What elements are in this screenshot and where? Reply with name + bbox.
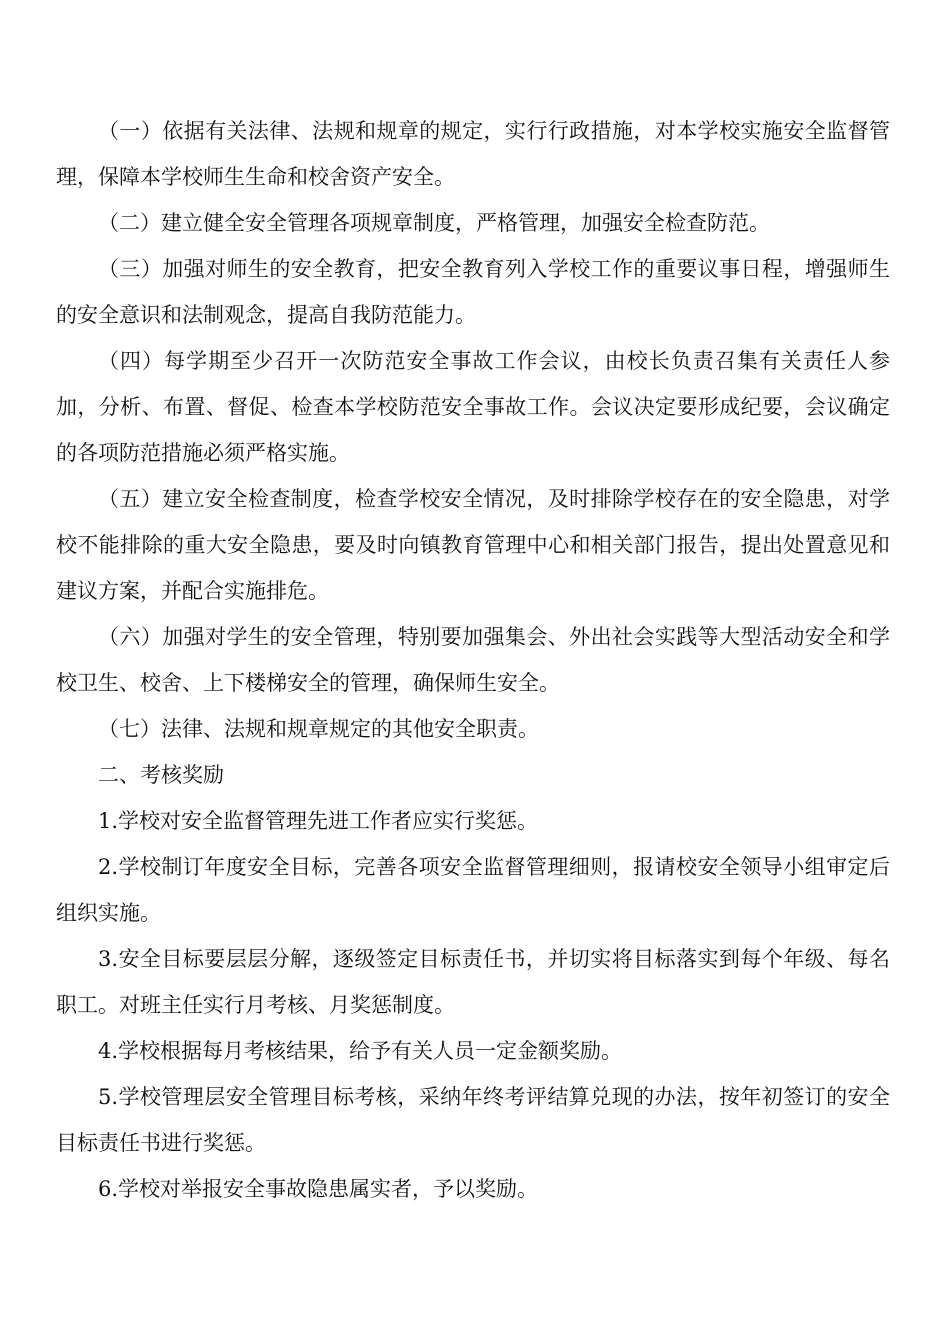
paragraph-duty-6: （六）加强对学生的安全管理，特别要加强集会、外出社会实践等大型活动安全和学校卫生、校舍、上下楼梯安全的管理，确保师生安全。 xyxy=(56,625,890,695)
paragraph-duty-1: （一）依据有关法律、法规和规章的规定，实行行政措施，对本学校实施安全监督管理，保障本学校师生生命和校舍资产安全。 xyxy=(56,119,890,189)
paragraph-duty-5: （五）建立安全检查制度，检查学校安全情况，及时排除学校存在的安全隐患，对学校不能排除的重大安全隐患，要及时向镇教育管理中心和相关部门报告，提出处置意见和建议方案，并配合实施排危。 xyxy=(56,487,890,603)
paragraph-reward-5: 5.学校管理层安全管理目标考核，采纳年终考评结算兑现的办法，按年初签订的安全目标责任书进行奖惩。 xyxy=(56,1085,890,1155)
section-heading-rewards: 二、考核奖励 xyxy=(98,763,224,787)
paragraph-reward-6: 6.学校对举报安全事故隐患属实者，予以奖励。 xyxy=(98,1177,539,1201)
paragraph-reward-2: 2.学校制订年度安全目标，完善各项安全监督管理细则，报请校安全领导小组审定后组织实施。 xyxy=(56,855,890,925)
paragraph-reward-1: 1.学校对安全监督管理先进工作者应实行奖惩。 xyxy=(98,809,539,833)
paragraph-reward-3: 3.安全目标要层层分解，逐级签定目标责任书，并切实将目标落实到每个年级、每名职工。对班主任实行月考核、月奖惩制度。 xyxy=(56,947,890,1017)
paragraph-duty-7: （七）法律、法规和规章规定的其他安全职责。 xyxy=(98,717,539,741)
paragraph-duty-2: （二）建立健全安全管理各项规章制度，严格管理，加强安全检查防范。 xyxy=(98,211,770,235)
paragraph-reward-4: 4.学校根据每月考核结果，给予有关人员一定金额奖励。 xyxy=(98,1039,623,1063)
document-body xyxy=(56,108,890,1212)
paragraph-duty-4: （四）每学期至少召开一次防范安全事故工作会议，由校长负责召集有关责任人参加，分析、布置、督促、检查本学校防范安全事故工作。会议决定要形成纪要，会议确定的各项防范措施必须严格实施。 xyxy=(56,349,890,465)
paragraph-duty-3: （三）加强对师生的安全教育，把安全教育列入学校工作的重要议事日程，增强师生的安全意识和法制观念，提高自我防范能力。 xyxy=(56,257,890,327)
